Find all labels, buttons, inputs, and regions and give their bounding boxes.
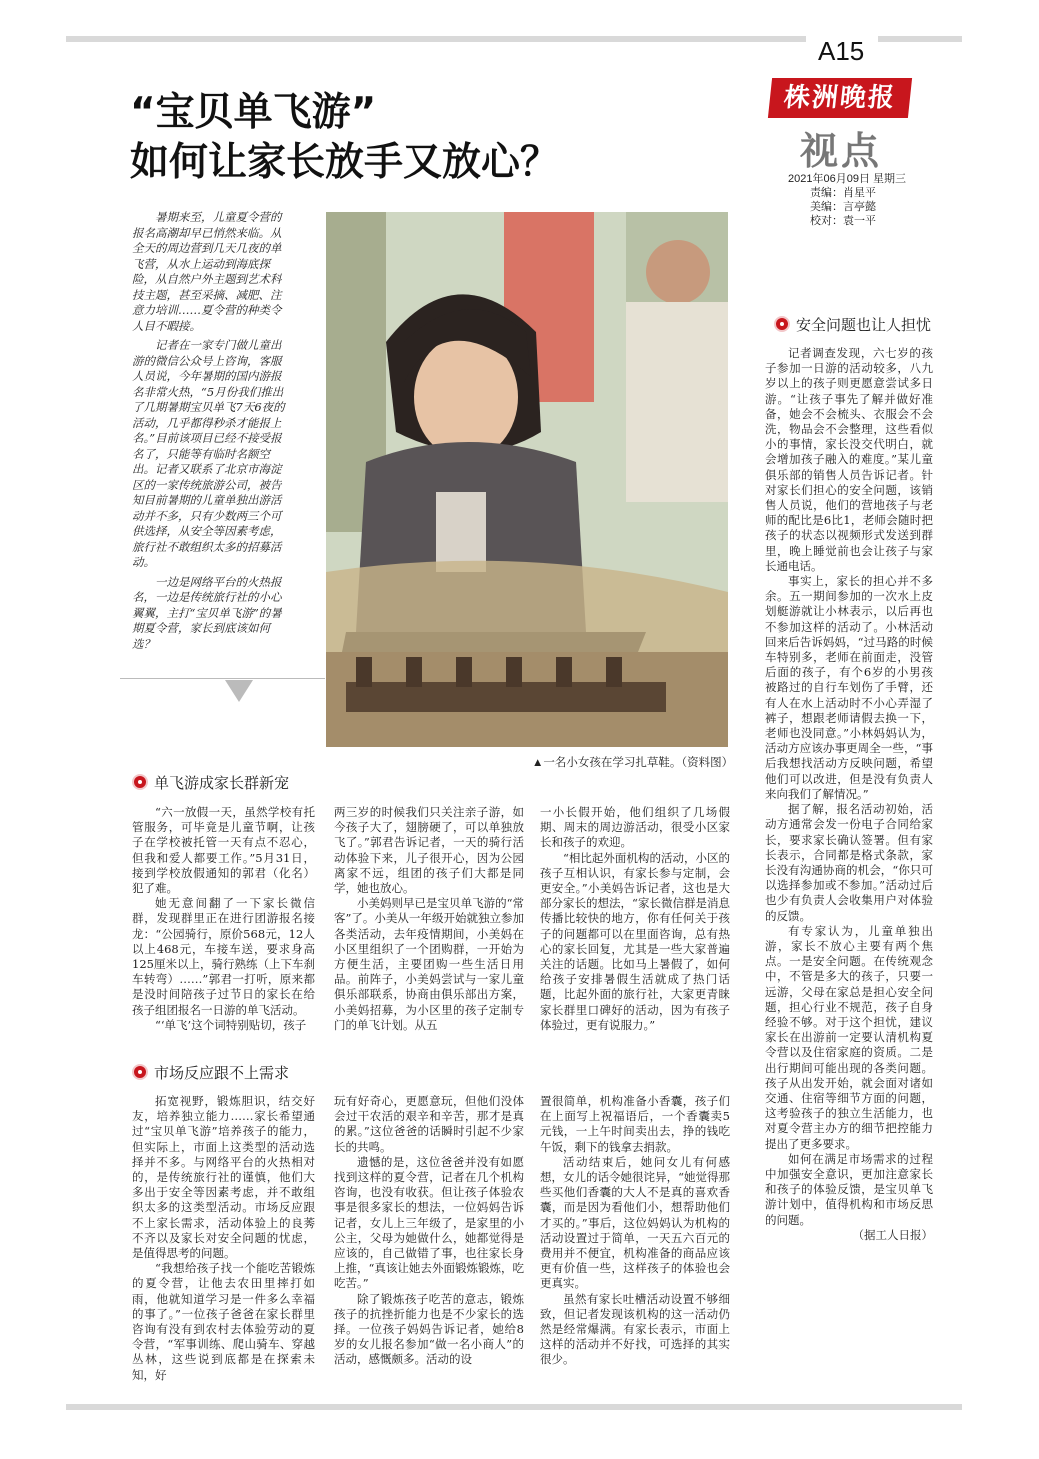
bullet-icon bbox=[132, 1064, 148, 1080]
editor: 责编：肖星平 bbox=[810, 187, 876, 199]
bullet-icon bbox=[774, 316, 790, 332]
designer: 美编：言亭懿 bbox=[810, 201, 876, 213]
masthead-meta bbox=[788, 172, 906, 228]
paragraph: 如何在满足市场需求的过程中加强安全意识，更加注意家长和孩子的体验反馈，是宝贝单飞游计划中，值得机构和市场反思的问题。 bbox=[765, 1151, 933, 1227]
section1-column-2 bbox=[334, 805, 524, 1033]
news-photo bbox=[326, 212, 728, 747]
paragraph: 活动结束后，她问女儿有何感想，女儿的话令她很诧异，“她觉得那些买他们香囊的大人不是真的喜欢香囊，而是因为看他们小，想帮助他们才买的。”事后，这位妈妈认为机构的活动设置过于简单，一天五六百元的费用并不便宜，机构准备的商品应该更有价值一些，这样孩子的体验也会更真实。 bbox=[540, 1154, 730, 1291]
paragraph: 两三岁的时候我们只关注亲子游，如今孩子大了，翅膀硬了，可以单独放飞了。”郭君告诉记者，一天的骑行活动体验下来，儿子很开心，因为公园离家不远，组团的孩子们大都是同学，她也放心。 bbox=[334, 805, 524, 896]
paragraph: 她无意间翻了一下家长微信群，发现群里正在进行团游报名接龙：“公园骑行，原价568元，12人以上468元，车接车送，要求身高125厘米以上，骑行熟练（上下车刹车转弯）……”郭君一打听，原来都是没时间陪孩子过节日的家长在给孩子组团报名一日游的单飞活动。 bbox=[132, 896, 315, 1017]
date-line: 2021年06月09日 星期三 bbox=[788, 173, 906, 185]
bullet-icon bbox=[132, 774, 148, 790]
paragraph: “‘单飞’这个词特别贴切，孩子 bbox=[155, 1017, 307, 1032]
photo-caption: ▲一名小女孩在学习扎草鞋。（资料图） bbox=[532, 757, 734, 769]
section-name: 视点 bbox=[800, 128, 883, 173]
top-rule-right bbox=[878, 36, 962, 42]
paragraph: 玩有好奇心，更愿意玩，但他们没体会过干农活的艰辛和辛苦，那才是真的累。”这位爸爸的话瞬时引起不少家长的共鸣。 bbox=[334, 1094, 524, 1154]
section1-column-3 bbox=[540, 805, 730, 1033]
bubble-tail bbox=[225, 680, 253, 702]
paragraph: 一小长假开始，他们组织了几场假期、周末的周边游活动，很受小区家长和孩子的欢迎。 bbox=[540, 805, 730, 850]
paragraph: “六一放假一天，虽然学校有托管服务，可毕竟是儿童节啊，让孩子在学校被托管一天有点不忍心，但我和爱人都要工作。”5月31日，接到学校放假通知的郭君（化名）犯了难。 bbox=[132, 805, 315, 896]
paragraph: 虽然有家长吐槽活动设置不够细致，但记者发现该机构的这一活动仍然是经常爆满。有家长表示，市面上这样的活动并不好找，可选择的其实很少。 bbox=[540, 1291, 730, 1367]
paragraph: 遗憾的是，这位爸爸并没有如愿找到这样的夏令营，记者在几个机构咨询，也没有收获。但让孩子体验农事是很多家长的想法，一位妈妈告诉记者，女儿上三年级了，是家里的小公主，父母为她做什么，她都觉得是应该的，自己做错了事，也往家长身上推，“真该让她去外面锻炼锻炼，吃吃苦。” bbox=[334, 1154, 524, 1291]
subhead-text: 市场反应跟不上需求 bbox=[154, 1064, 290, 1082]
source-credit: （据工人日报） bbox=[852, 1227, 933, 1242]
paragraph: 除了锻炼孩子吃苦的意志，锻炼孩子的抗挫折能力也是不少家长的选择。一位孩子妈妈告诉记者，她给8岁的女儿报名参加“做一名小商人”的活动，感慨颇多。活动的设 bbox=[334, 1291, 524, 1367]
page-number: A15 bbox=[818, 36, 865, 66]
bubble-line bbox=[120, 678, 325, 679]
headline bbox=[130, 88, 559, 188]
subhead-section3 bbox=[774, 314, 931, 335]
headline-line-2: 如何让家长放手又放心？ bbox=[130, 140, 560, 185]
paragraph: 置很简单，机构准备小香囊，孩子们在上面写上祝福语后，一个香囊卖5元钱，一上午时间卖出去，挣的钱吃午饭，剩下的钱拿去捐款。 bbox=[540, 1094, 730, 1154]
photo-illustration bbox=[326, 212, 728, 747]
newspaper-logo: 株洲晚报 bbox=[768, 78, 912, 118]
paragraph: 有专家认为，儿童单独出游，家长不放心主要有两个焦点。一是安全问题。在传统观念中，不管是多大的孩子，只要一远游，父母在家总是担心安全问题，担心行业不规范，孩子自身经验不够。对于这个担忧，建议家长在出游前一定要认清机构夏令营以及住宿家庭的资质。二是出行期间可能出现的各类问题。孩子从出发开始，就会面对诸如交通、住宿等细节方面的问题，这考验孩子的独立生活能力，也对夏令营主办方的细节把控能力提出了更多要求。 bbox=[765, 923, 933, 1151]
paragraph: “相比起外面机构的活动，小区的孩子互相认识，有家长参与定制，会更安全。”小美妈告诉记者，这也是大部分家长的想法，“家长微信群是消息传播比较快的地方，你有任何关于孩子的问题都可以在里面咨询，总有热心的家长回复，尤其是一些大家普遍关注的话题。比如马上暑假了，如何给孩子安排暑假生活就成了热门话题，比起外面的旅行社，大家更青睐家长群里口碑好的活动，因为有孩子体验过，更有说服力。” bbox=[540, 850, 730, 1032]
section1-column-1 bbox=[132, 805, 315, 1033]
section2-column-2 bbox=[334, 1094, 524, 1368]
headline-line-1: “宝贝单飞游” bbox=[130, 90, 377, 135]
section3-column bbox=[765, 346, 933, 1243]
section2-column-1 bbox=[132, 1094, 315, 1383]
subhead-text: 安全问题也让人担忧 bbox=[796, 316, 932, 334]
subhead-section2 bbox=[132, 1062, 289, 1083]
section2-column-3 bbox=[540, 1094, 730, 1368]
subhead-section1 bbox=[132, 772, 289, 793]
paragraph: 据了解，报名活动初始，活动方通常会发一份电子合同给家长，要求家长确认签署。但有家长表示，合同都是格式条款，家长没有沟通协商的机会，“你只可以选择参加或不参加。”活动过后也少有负责人会收集用户对体验的反馈。 bbox=[765, 802, 933, 923]
subhead-text: 单飞游成家长群新宠 bbox=[154, 774, 290, 792]
paragraph: 事实上，家长的担心并不多余。五一期间参加的一次水上皮划艇游就让小林表示，以后再也不参加这样的活动了。小林活动回来后告诉妈妈，“过马路的时候车特别多，老师在前面走，没管后面的孩子，有个6岁的小男孩被路过的自行车划伤了手臂，还有人在水上活动时不小心弄湿了裤子，想跟老师请假去换一下，老师也没同意。”小林妈妈认为，活动方应该办事更周全一些，“事后我想找活动方反映问题，希望他们可以改进，但是没有负责人来向我们了解情况。” bbox=[765, 574, 933, 801]
lead-paragraphs bbox=[132, 210, 292, 656]
bottom-rule bbox=[66, 1404, 962, 1410]
paragraph: “我想给孩子找一个能吃苦锻炼的夏令营，让他去农田里摔打如雨，他就知道学习是一件多么幸福的事了。”一位孩子爸爸在家长群里咨询有没有到农村去体验劳动的夏令营，“军事训练、爬山骑车、穿越丛林，这些说到底都是在探索未知，好 bbox=[132, 1261, 315, 1382]
paragraph: 拓宽视野，锻炼胆识，结交好友，培养独立能力……家长希望通过“宝贝单飞游”培养孩子的能力，但实际上，市面上这类型的活动选择并不多。与网络平台的火热相对的，是传统旅行社的谨慎，他们大多出于安全等因素考虑，并不敢组织太多的这类型活动。市场反应跟不上家长需求，活动体验上的良莠不齐以及家长对安全问题的忧虑，是值得思考的问题。 bbox=[132, 1094, 315, 1261]
top-rule bbox=[66, 36, 806, 42]
paragraph: 记者调查发现，六七岁的孩子参加一日游的活动较多，八九岁以上的孩子则更愿意尝试多日游。“让孩子事先了解并做好准备，她会不会梳头、衣服会不会洗，物品会不会整理，这些看似小的事情，家长没交代明白，就会增加孩子融入的难度。”某儿童俱乐部的销售人员告诉记者。针对家长们担心的安全问题，该销售人员说，他们的营地孩子与老师的配比是6比1，老师会随时把孩子的状态以视频形式发送到群里，晚上睡觉前也会让孩子与家长通电话。 bbox=[765, 346, 933, 573]
proofreader: 校对：袁一平 bbox=[810, 215, 876, 227]
lead-paragraph: 暑期来至，儿童夏令营的报名高潮却早已悄然来临。从全天的周边营到几天几夜的单飞营，从水上运动到海底探险，从自然户外主题到艺术科技主题，甚至采摘、减肥、注意力培训……夏令营的种类令人目不暇接。 bbox=[132, 210, 282, 333]
lead-paragraph: 记者在一家专门做儿童出游的微信公众号上咨询，客服人员说，今年暑期的国内游报名非常火热，“5月份我们推出了几期暑期宝贝单飞7天6夜的活动，几乎都得秒杀才能报上名。”目前该项目已经不接受报名了，只能等有临时名额空出。记者又联系了北京市海淀区的一家传统旅游公司，被告知目前暑期的儿童单独出游活动并不多，只有少数两三个可供选择，从安全等因素考虑，旅行社不敢组织太多的招募活动。 bbox=[132, 338, 285, 569]
paragraph: 小美妈则早已是宝贝单飞游的“常客”了。小美从一年级开始就独立参加各类活动，去年疫情期间，小美妈在小区里组织了一个团购群，一开始为方便生活，主要团购一些生活日用品。前阵子，小美妈尝试与一家儿童俱乐部联系，协商由俱乐部出方案，小美妈招募，为小区里的孩子定制专门的单飞计划。从五 bbox=[334, 896, 524, 1032]
lead-paragraph: 一边是网络平台的火热报名，一边是传统旅行社的小心翼翼，主打“宝贝单飞游”的暑期夏令营，家长到底该如何选？ bbox=[132, 574, 282, 651]
